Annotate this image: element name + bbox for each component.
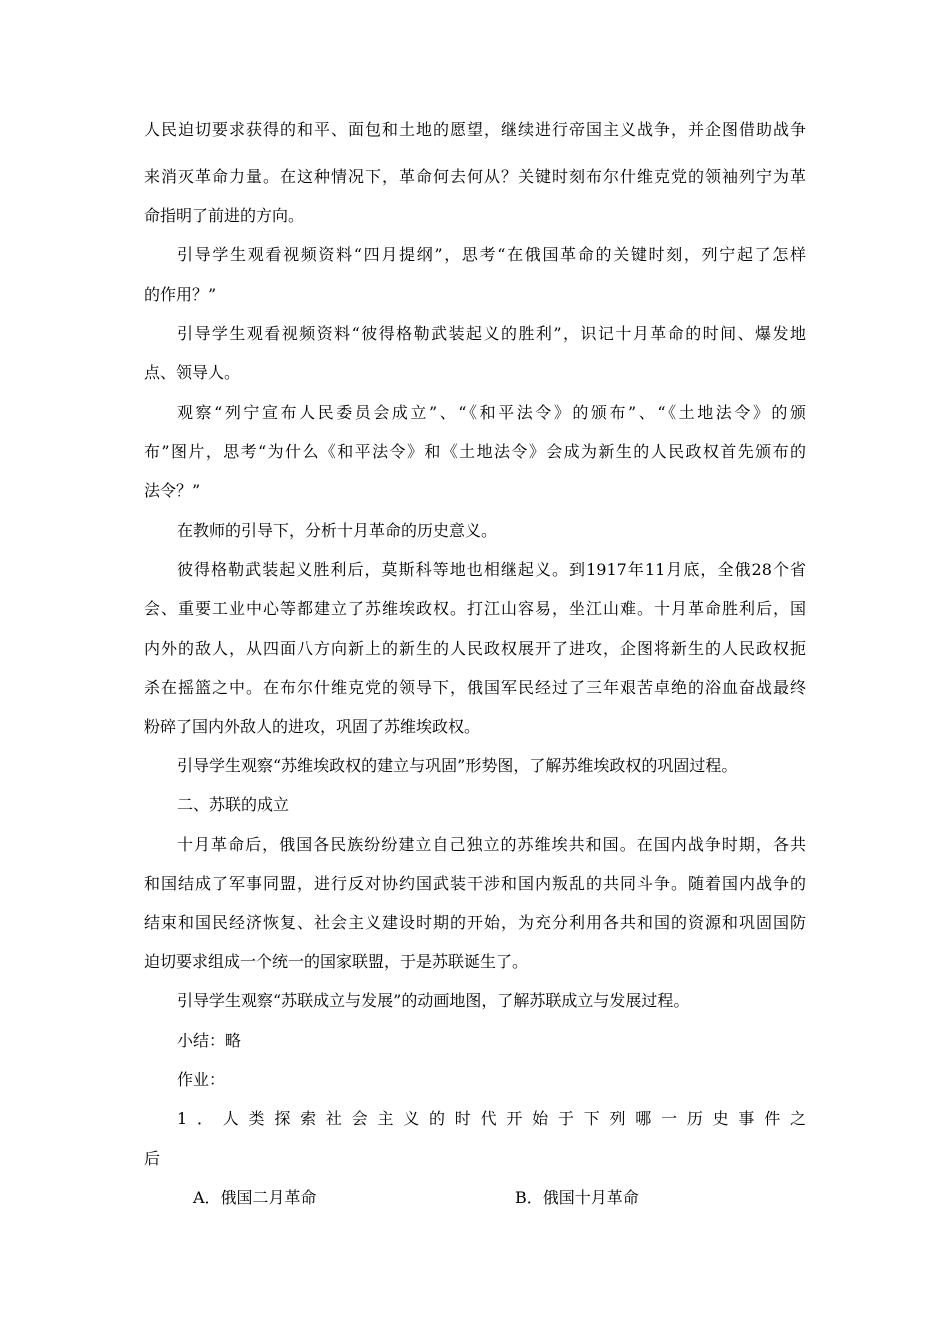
option-a: A．俄国二月革命: [193, 1188, 317, 1207]
text-line: 彼得格勒武装起义胜利后，莫斯科等地也相继起义。到1917年11月底，全俄28个省: [177, 560, 806, 579]
text-line: 布”图片，思考“为什么《和平法令》和《土地法令》会成为新生的人民政权首先颁布的: [144, 442, 806, 461]
text-line: 观察“列宁宣布人民委员会成立”、“《和平法令》的颁布”、“《土地法令》的颁: [177, 403, 806, 422]
text-line: 迫切要求组成一个统一的国家联盟，于是苏联诞生了。: [144, 952, 529, 971]
text-line: 十月革命后，俄国各民族纷纷建立自己独立的苏维埃共和国。在国内战争时期，各共: [177, 835, 806, 854]
text-line: 点、领导人。: [144, 363, 241, 382]
summary-line: 小结：略: [177, 1031, 242, 1050]
text-line: 引导学生观看视频资料“四月提纲”，思考“在俄国革命的关键时刻，列宁起了怎样: [177, 245, 806, 264]
text-line: 命指明了前进的方向。: [144, 206, 305, 225]
text-line: 在教师的引导下，分析十月革命的历史意义。: [177, 521, 498, 540]
section-heading: 二、苏联的成立: [177, 795, 290, 814]
text-line: 引导学生观看视频资料“彼得格勒武装起义的胜利”，识记十月革命的时间、爆发地: [177, 324, 806, 343]
text-line: 人民迫切要求获得的和平、面包和土地的愿望，继续进行帝国主义战争，并企图借助战争: [144, 120, 806, 139]
text-line: 的作用？”: [144, 285, 217, 304]
text-line: 引导学生观察“苏维埃政权的建立与巩固”形势图，了解苏维埃政权的巩固过程。: [177, 756, 738, 775]
text-line: 粉碎了国内外敌人的进攻，巩固了苏维埃政权。: [144, 717, 481, 736]
text-line: 和国结成了军事同盟，进行反对协约国武装干涉和国内叛乱的共同斗争。随着国内战争的: [144, 874, 806, 893]
text-line: 来消灭革命力量。在这种情况下，革命何去何从？关键时刻布尔什维克党的领袖列宁为革: [144, 167, 806, 186]
text-line: 会、重要工业中心等都建立了苏维埃政权。打江山容易，坐江山难。十月革命胜利后，国: [144, 599, 806, 618]
question-line: 1．人类探索社会主义的时代开始于下列哪一历史事件之: [177, 1109, 806, 1128]
text-line: 法令？”: [144, 481, 201, 500]
question-line: 后: [144, 1149, 161, 1168]
option-b: B．俄国十月革命: [515, 1188, 639, 1207]
text-line: 结束和国民经济恢复、社会主义建设时期的开始，为充分利用各共和国的资源和巩固国防: [144, 913, 806, 932]
homework-heading: 作业：: [177, 1070, 226, 1089]
text-line: 引导学生观察“苏联成立与发展”的动画地图，了解苏联成立与发展过程。: [177, 991, 690, 1010]
text-line: 内外的敌人，从四面八方向新上的新生的人民政权展开了进攻，企图将新生的人民政权扼: [144, 639, 806, 658]
text-line: 杀在摇篮之中。在布尔什维克党的领导下，俄国军民经过了三年艰苦卓绝的浴血奋战最终: [144, 678, 806, 697]
